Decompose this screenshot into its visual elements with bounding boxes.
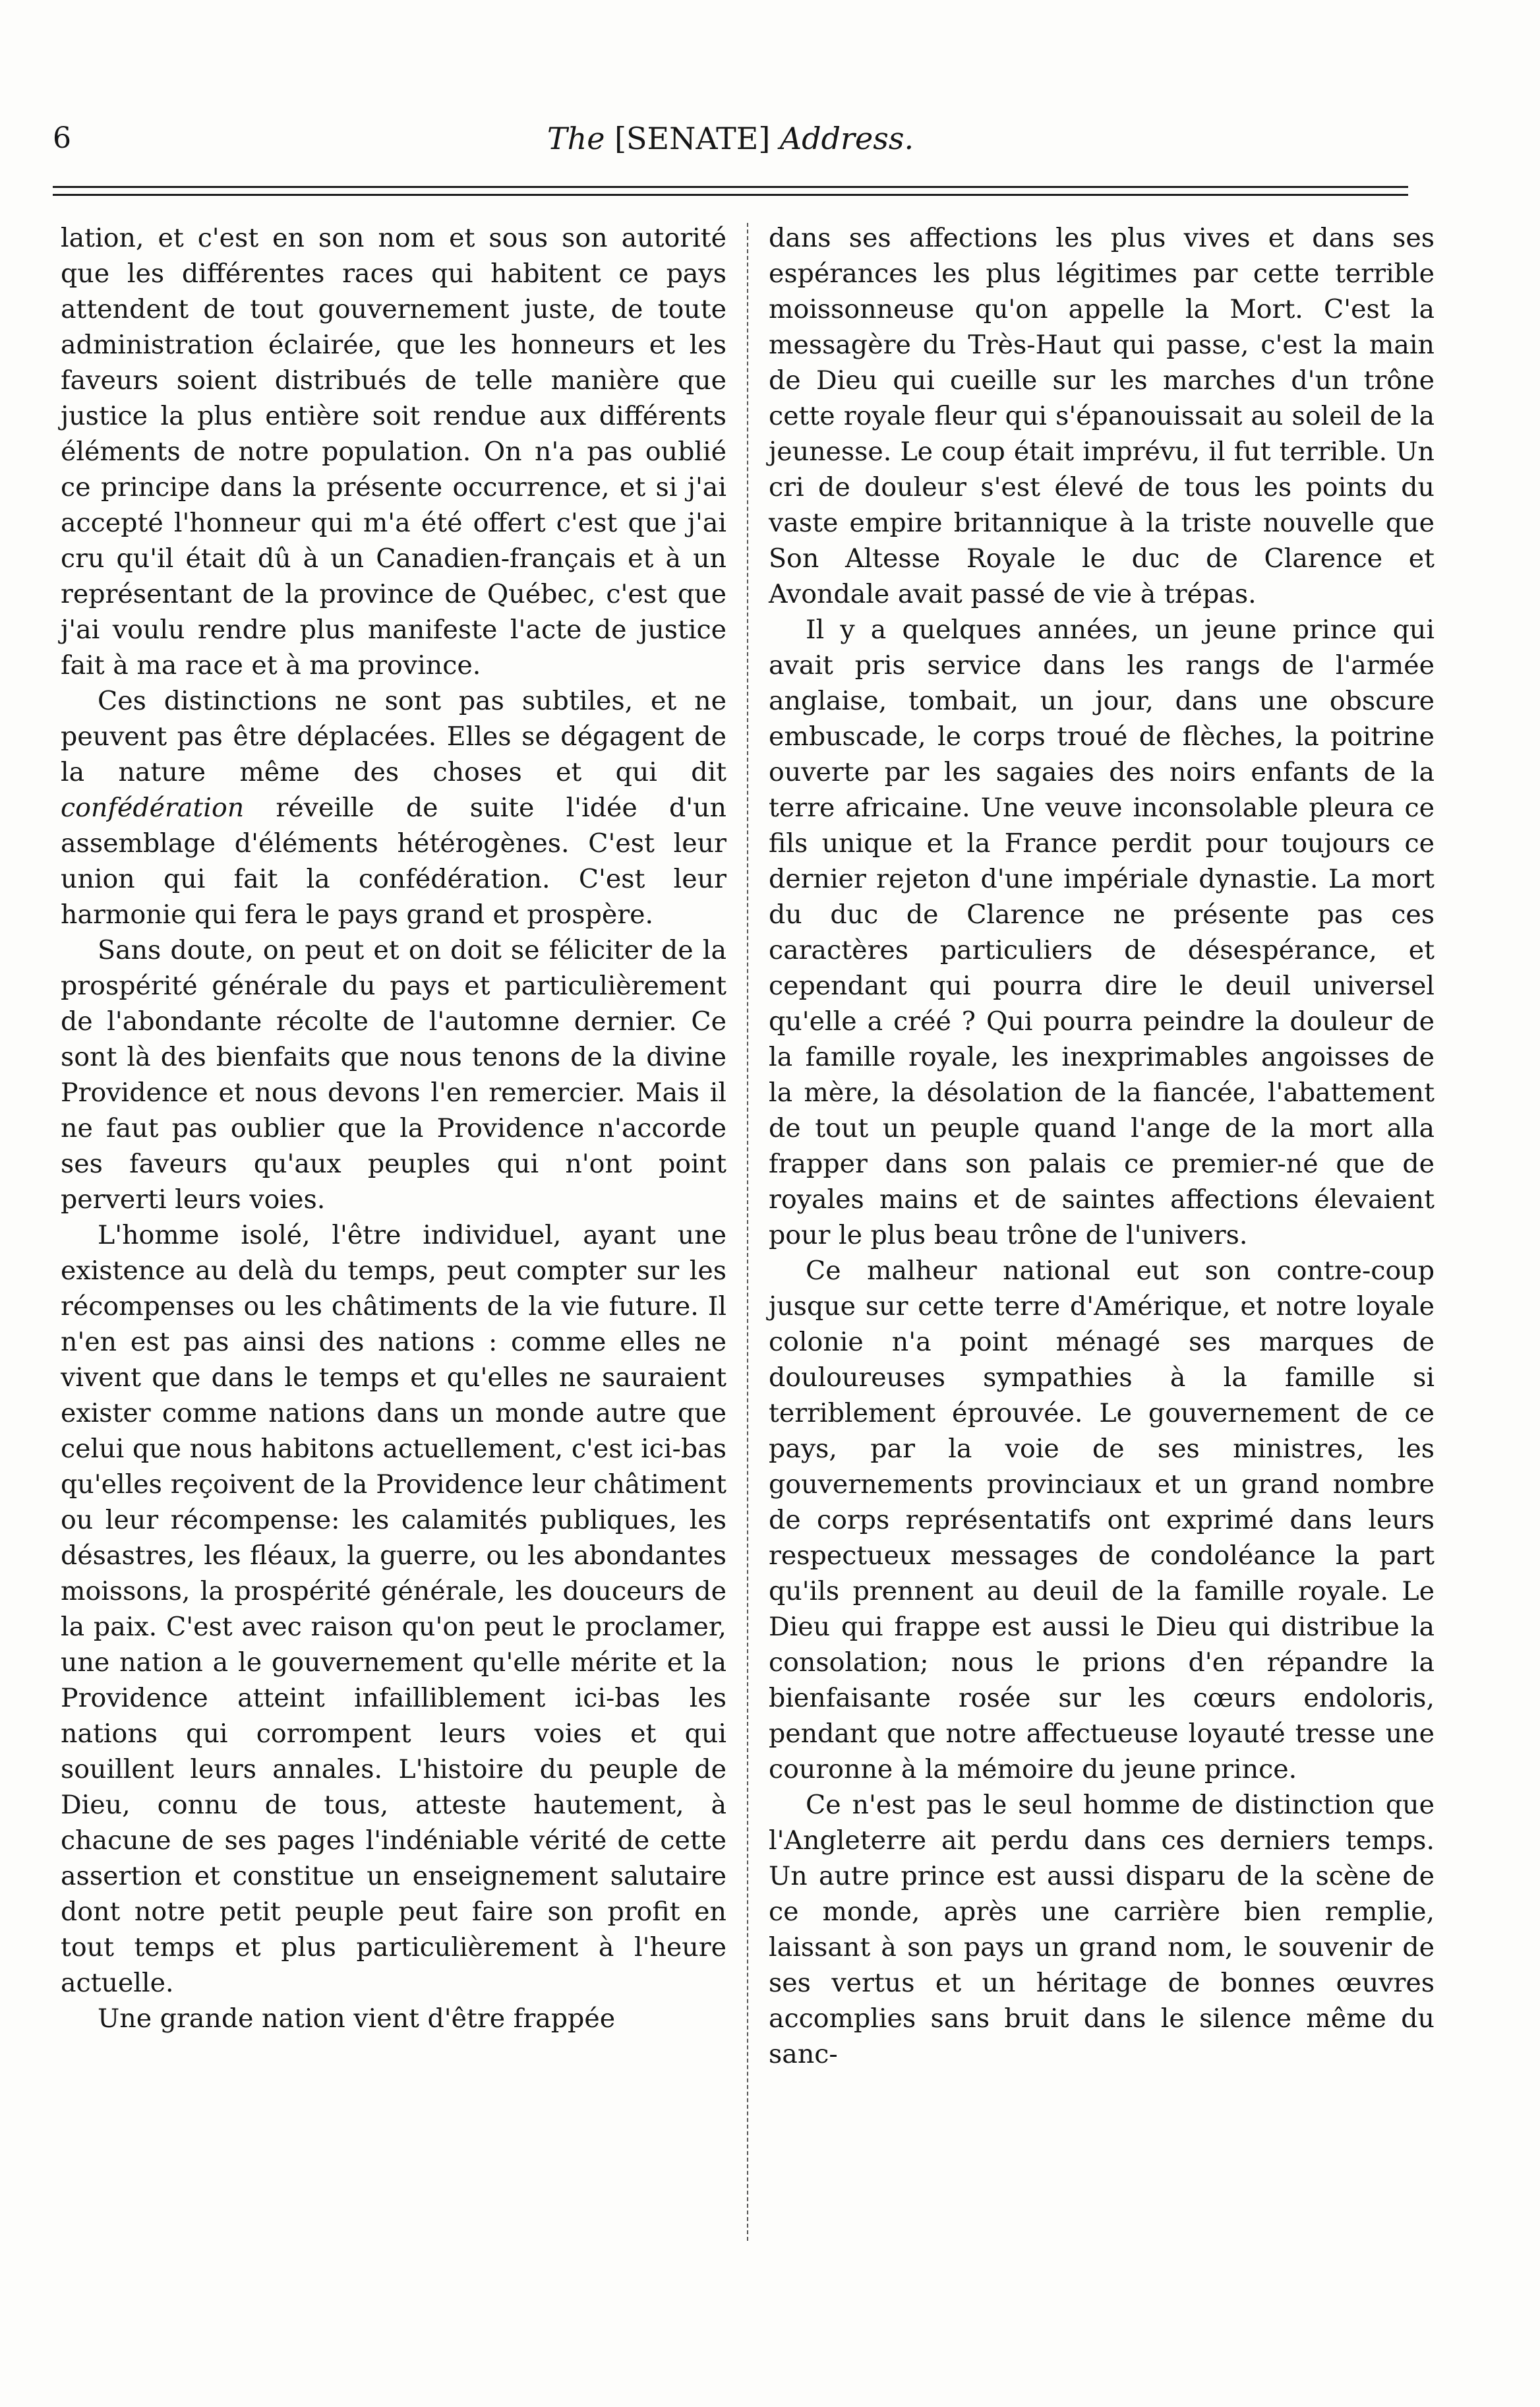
paragraph: Il y a quelques années, un jeune prince qui avait pris service dans les rangs de l'armée anglaise, tombait, un jour, dans une obscure embuscade, le corps troué de flèches, la poitrine ouverte par les sagaies des noirs enfants de la terre africaine. Une veuve inconsolable pleura ce fils unique et la France perdit pour toujours ce dernier rejeton d'une impériale dynastie. La mort du duc de Clarence ne présente pas ces caractères particuliers de désespérance, et cependant qui pourra dire le deuil universel qu'elle a créé ? Qui pourra peindre la douleur de la famille royale, les inexprimables angoisses de la mère, la désolation de la fiancée, l'abattement de tout un peuple quand l'ange de la mort alla frapper dans son palais ce premier-né que de royales mains et de saintes affections élevaient pour le plus beau trône de l'univers.: [769, 615, 1435, 1250]
paragraph: Sans doute, on peut et on doit se féliciter de la prospérité générale du pays et particulièrement de l'abondante récolte de l'automne dernier. Ce sont là des bienfaits que nous tenons de la divine Providence et nous devons l'en remercier. Mais il ne faut pas oublier que la Providence n'accorde ses faveurs qu'aux peuples qui n'ont point perverti leurs voies.: [61, 935, 726, 1215]
paragraph-text: Ces distinctions ne sont pas subtiles, et ne peuvent pas être déplacées. Elles se dégagent de la nature même des choses et qui dit: [61, 686, 726, 787]
paragraph: Ce malheur national eut son contre-coup jusque sur cette terre d'Amérique, et notre loyale colonie n'a point ménagé ses marques de douloureuses sympathies à la famille si terriblement éprouvée. Le gouvernement de ce pays, par la voie de ses ministres, les gouvernements provinciaux et un grand nombre de corps représentatifs ont exprimé dans leurs respectueux messages de condoléance la part qu'ils prennent au deuil de la famille royale. Le Dieu qui frappe est aussi le Dieu qui distribue la consolation; nous le prions d'en répandre la bienfaisante rosée sur les cœurs endoloris, pendant que notre affectueuse loyauté tresse une couronne à la mémoire du jeune prince.: [769, 1256, 1435, 1784]
text-columns: [61, 220, 1435, 2377]
header-rule-bottom: [53, 194, 1408, 196]
running-title-suffix: Address.: [779, 121, 914, 156]
paragraph: dans ses affections les plus vives et dans ses espérances les plus légitimes par cette terrible moissonneuse qu'on appelle la Mort. C'est la messagère du Très-Haut qui passe, c'est la main de Dieu qui cueille sur les marches d'un trône cette royale fleur qui s'épanouissait au soleil de la jeunesse. Le coup était imprévu, il fut terrible. Un cri de douleur s'est élevé de tous les points du vaste empire britannique à la triste nouvelle que Son Altesse Royale le duc de Clarence et Avondale avait passé de vie à trépas.: [769, 223, 1435, 609]
column-divider: [747, 223, 748, 2241]
header-rule-top: [53, 186, 1408, 188]
right-column: [769, 220, 1435, 2072]
page-header: [53, 112, 1408, 165]
paragraph: lation, et c'est en son nom et sous son autorité que les différentes races qui habitent ce pays attendent de tout gouvernement juste, de toute administration éclairée, que les honneurs et les faveurs soient distribués de telle manière que justice la plus entière soit rendue aux différents éléments de notre population. On n'a pas oublié ce principe dans la présente occurrence, et si j'ai accepté l'honneur qui m'a été offert c'est que j'ai cru qu'il était dû à un Canadien-français et à un représentant de la province de Québec, c'est que j'ai voulu rendre plus manifeste l'acte de justice fait à ma race et à ma province.: [61, 223, 726, 681]
paragraph: L'homme isolé, l'être individuel, ayant une existence au delà du temps, peut compter sur les récompenses ou les châtiments de la vie future. Il n'en est pas ainsi des nations : comme elles ne vivent que dans le temps et qu'elles ne sauraient exister comme nations dans un monde autre que celui que nous habitons actuellement, c'est ici-bas qu'elles reçoivent de la Providence leur châtiment ou leur récompense: les calamités publiques, les désastres, les fléaux, la guerre, ou les abondantes moissons, la prospérité générale, les douceurs de la paix. C'est avec raison qu'on peut le proclamer, une nation a le gouvernement qu'elle mérite et la Providence atteint infailliblement ici-bas les nations qui corrompent leurs voies et qui souillent leurs annales. L'histoire du peuple de Dieu, connu de tous, atteste hautement, à chacune de ses pages l'indéniable vérité de cette assertion et constitue un enseignement salutaire dont notre petit peuple peut faire son profit en tout temps et plus particulièrement à l'heure actuelle.: [61, 1220, 726, 1998]
emphasized-term: confédération: [61, 793, 245, 823]
paragraph: Ce n'est pas le seul homme de distinction que l'Angleterre ait perdu dans ces derniers temps. Un autre prince est aussi disparu de la scène de ce monde, après une carrière bien remplie, laissant à son pays un grand nom, le souvenir de ses vertus et un héritage de bonnes œuvres accomplies sans bruit dans le silence même du sanc-: [769, 1790, 1435, 2069]
paragraph: Une grande nation vient d'être frappée: [98, 2003, 616, 2034]
paragraph: [61, 683, 726, 932]
running-title-prefix: The: [547, 121, 605, 156]
left-column: [61, 220, 726, 2036]
page-number: 6: [53, 121, 71, 155]
paragraph-text: réveille de suite l'idée d'un assemblage d'éléments hétérogènes. C'est leur union qui fait la confédération. C'est leur harmonie qui fera le pays grand et prospère.: [61, 793, 726, 930]
running-title-chamber: [SENATE]: [614, 121, 771, 156]
running-title: [53, 112, 1408, 165]
